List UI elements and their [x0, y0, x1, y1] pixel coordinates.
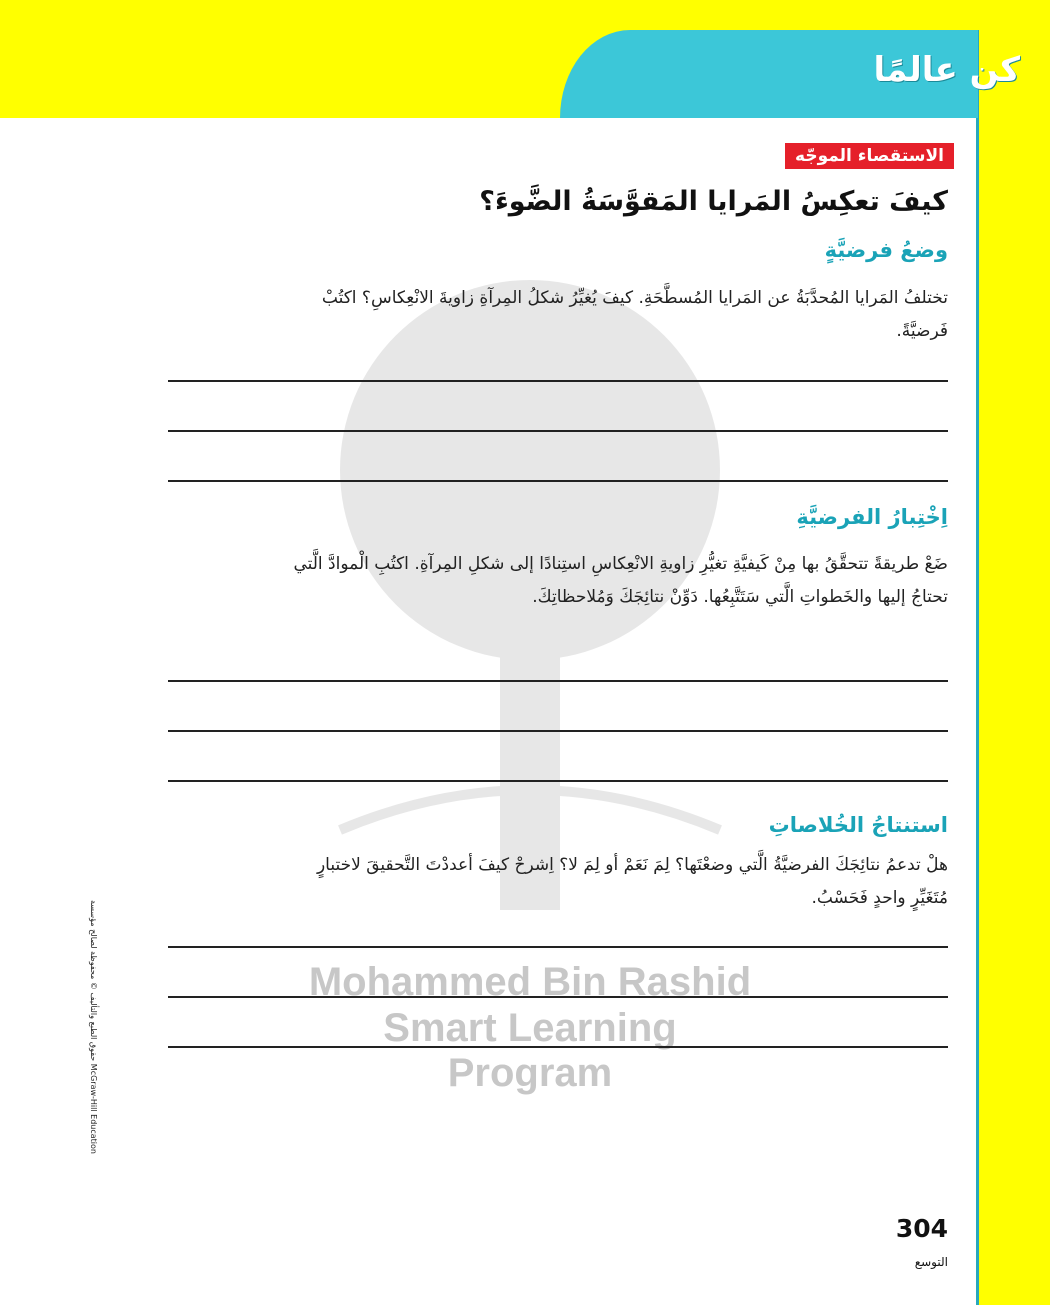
answer-line[interactable]	[168, 996, 948, 998]
watermark-line-2: Smart Learning Program	[383, 1006, 677, 1095]
answer-line[interactable]	[168, 780, 948, 782]
banner-title: كن عالمًا	[873, 50, 1020, 90]
activity-label: الاستقصاء الموجّه	[785, 143, 954, 169]
page-edge-line	[976, 30, 979, 1305]
section-test-title: اِخْتِبارُ الفرضيَّةِ	[796, 505, 948, 529]
activity-question: كيفَ تعكِسُ المَرايا المَقوَّسَةُ الضَّوءَ؟	[479, 186, 948, 217]
section-test-text: ضَعْ طريقةً تتحقَّقُ بها مِنْ كَيفيَّةِ تغيُّرِ زاويةِ الانْعِكاسِ استِنادًا إلى شكلِ المِرآةِ. اكتُبِ الْموادَّ الَّتي تحتاجُ إليها والخَطواتِ الَّتي سَتَتَّبِعُها. دَوِّنْ نتائِجَكَ وَمُلاحظاتِكَ.	[293, 554, 948, 607]
answer-line[interactable]	[168, 730, 948, 732]
page-number: 304	[895, 1214, 948, 1243]
section-hypothesis-text: تختلفُ المَرايا المُحدَّبَةُ عن المَرايا المُسطَّحَةِ. كيفَ يُغيِّرُ شكلُ المِرآةِ زاويةَ الانْعِكاسِ؟ اكتُبْ فَرضيَّةً.	[321, 288, 948, 341]
answer-line[interactable]	[168, 380, 948, 382]
copyright-note: حقوق الطبع والتأليف © محفوظة لصالح مؤسسة McGraw-Hill Education	[89, 900, 98, 1154]
right-yellow-strip	[978, 0, 1050, 1305]
answer-line[interactable]	[168, 946, 948, 948]
watermark-tree-icon	[300, 270, 760, 1070]
answer-line[interactable]	[168, 680, 948, 682]
watermark-line-1: Mohammed Bin Rashid	[308, 960, 752, 1004]
answer-line[interactable]	[168, 430, 948, 432]
answer-line[interactable]	[168, 480, 948, 482]
section-conclusion-title: استنتاجُ الخُلاصاتِ	[768, 813, 948, 837]
answer-line[interactable]	[168, 1046, 948, 1048]
section-hypothesis-title: وضعُ فرضيَّةٍ	[824, 238, 948, 262]
page-label: التوسع	[914, 1255, 948, 1269]
section-conclusion-text: هلْ تدعمُ نتائِجَكَ الفرضيَّةُ الَّتي وضعْتَها؟ لِمَ نَعَمْ أو لِمَ لا؟ اِشرحْ كيفَ أعددْتَ التَّحقيقَ لاختبارٍ مُتَغَيِّرٍ واحدٍ فَحَسْبُ.	[316, 855, 948, 908]
